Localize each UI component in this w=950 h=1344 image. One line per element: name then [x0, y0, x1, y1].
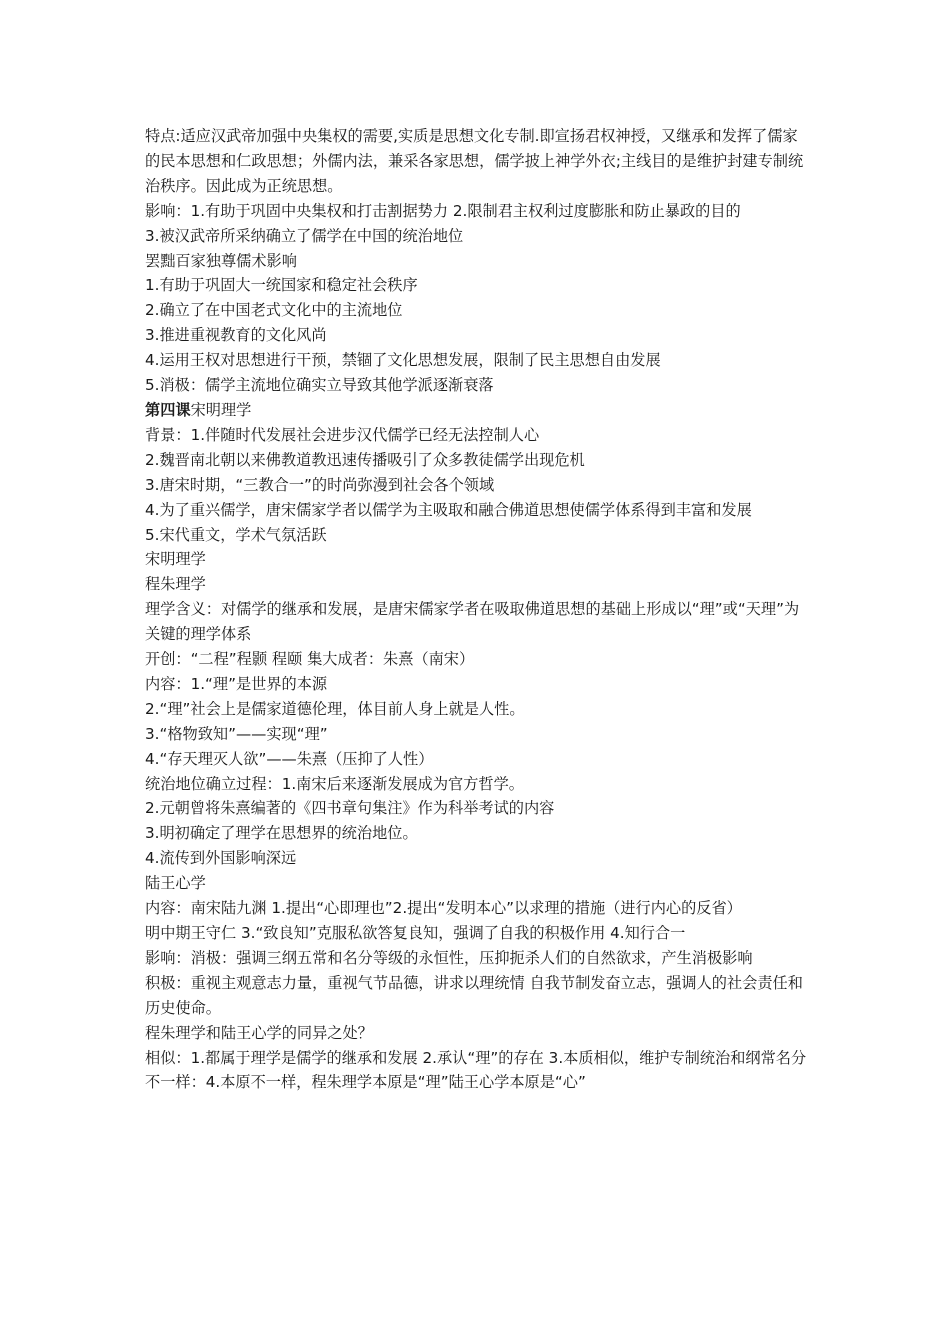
- text-line: 2.魏晋南北朝以来佛教道教迅速传播吸引了众多教徒儒学出现危机: [145, 450, 585, 469]
- text-line: 影响：消极：强调三纲五常和名分等级的永恒性，压抑扼杀人们的自然欲求，产生消极影响: [145, 948, 753, 967]
- text-line: 内容：南宋陆九渊 1.提出“心即理也”2.提出“发明本心”以求理的措施（进行内心的反省）: [145, 899, 742, 918]
- lesson-number: 第四课: [145, 400, 191, 419]
- section-heading: 宋明理学: [145, 550, 206, 569]
- text-line: 1.有助于巩固大一统国家和稳定社会秩序: [145, 276, 418, 295]
- text-line: 影响：1.有助于巩固中央集权和打击割据势力 2.限制君主权利过度膨胀和防止暴政的目的: [145, 201, 741, 220]
- text-line: 背景：1.伴随时代发展社会进步汉代儒学已经无法控制人心: [145, 425, 540, 444]
- text-line: 4.为了重兴儒学，唐宋儒家学者以儒学为主吸取和融合佛道思想使儒学体系得到丰富和发展: [145, 500, 752, 519]
- text-line: 明中期王守仁 3.“致良知”克服私欲答复良知，强调了自我的积极作用 4.知行合一: [145, 924, 686, 942]
- text-line: 2.“理”社会上是儒家道德伦理，体目前人身上就是人性。: [145, 699, 525, 718]
- text-line: 3.推进重视教育的文化风尚: [145, 326, 327, 345]
- text-line: 相似：1.都属于理学是儒学的继承和发展 2.承认“理”的存在 3.本质相似，维护专制统治和纲常名分: [145, 1048, 807, 1067]
- lesson-heading: [145, 398, 810, 423]
- text-line: 积极：重视主观意志力量，重视气节品德，讲求以理统情 自我节制发奋立志，强调人的社会责任和历史使命。: [145, 973, 803, 1017]
- lesson-title: 宋明理学: [190, 400, 252, 419]
- text-line: 4.运用王权对思想进行干预，禁锢了文化思想发展，限制了民主思想自由发展: [145, 351, 661, 370]
- text-line: 程朱理学和陆王心学的同异之处？: [145, 1023, 373, 1042]
- section-heading: 程朱理学: [145, 575, 206, 594]
- text-line: 5.消极：儒学主流地位确实立导致其他学派逐渐衰落: [145, 376, 494, 395]
- text-line: 3.“格物致知”——实现“理”: [145, 724, 328, 743]
- text-line: 不一样：4.本原不一样，程朱理学本原是“理”陆王心学本原是“心”: [145, 1073, 586, 1092]
- text-line: 内容：1.“理”是世界的本源: [145, 674, 328, 693]
- text-line: 3.明初确定了理学在思想界的统治地位。: [145, 824, 418, 843]
- section-heading: 陆王心学: [145, 874, 206, 893]
- text-line: 4.“存天理灭人欲”——朱熹（压抑了人性）: [145, 749, 434, 768]
- text-line: 2.元朝曾将朱熹编著的《四书章句集注》作为科举考试的内容: [145, 799, 555, 818]
- text-line: 开创：“二程”程颢 程颐 集大成者：朱熹（南宋）: [145, 650, 475, 669]
- text-line: 理学含义：对儒学的继承和发展，是唐宋儒家学者在吸取佛道思想的基础上形成以“理”或“天理”为关键的理学体系: [145, 600, 800, 644]
- text-line: 罢黜百家独尊儒术影响: [145, 251, 297, 270]
- document-page: [145, 124, 810, 1095]
- text-line: 2.确立了在中国老式文化中的主流地位: [145, 301, 403, 320]
- text-line: 3.唐宋时期，“三教合一”的时尚弥漫到社会各个领域: [145, 475, 495, 494]
- text-line: 3.被汉武帝所采纳确立了儒学在中国的统治地位: [145, 226, 464, 245]
- text-line: 4.流传到外国影响深远: [145, 849, 297, 868]
- text-line: 特点:适应汉武帝加强中央集权的需要,实质是思想文化专制.即宣扬君权神授，又继承和发挥了儒家的民本思想和仁政思想；外儒内法，兼采各家思想，儒学披上神学外衣;主线目的是维护封建专制统治秩序。因此成为正统思想。: [145, 127, 804, 195]
- text-line: 5.宋代重文，学术气氛活跃: [145, 525, 327, 544]
- text-line: 统治地位确立过程：1.南宋后来逐渐发展成为官方哲学。: [145, 774, 524, 793]
